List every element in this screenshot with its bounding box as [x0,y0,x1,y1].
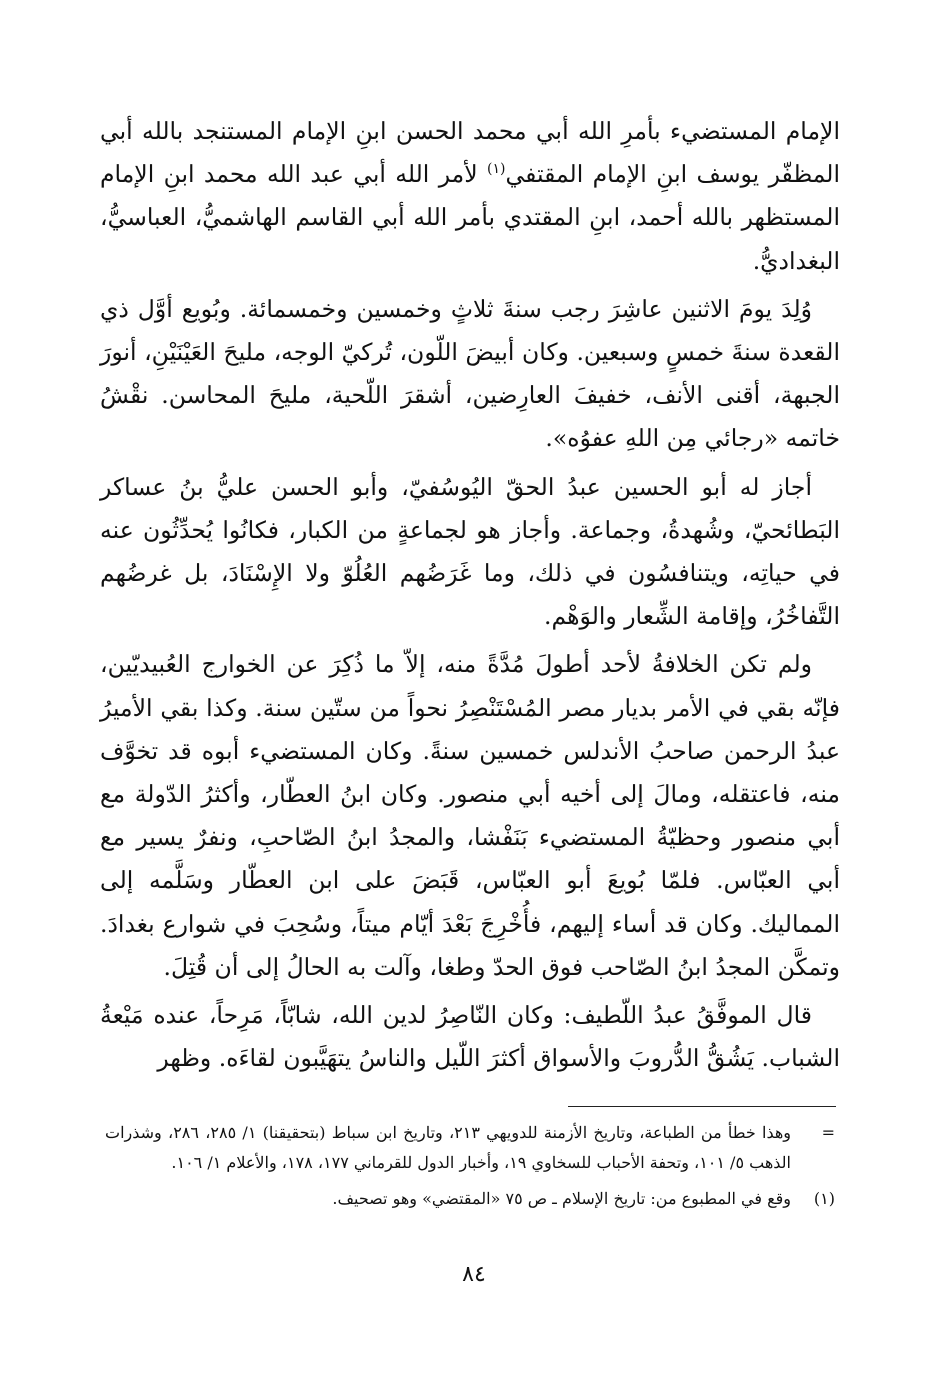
paragraph-1-part-1: الإمام المستضيء بأمرِ الله أبي محمد الحسن ابنِ الإمام المستنجد بالله أبي المظفّر يوسف ابنِ الإمام المقتفي [100,117,840,189]
paragraph-4: ولم تكن الخلافةُ لأحد أطولَ مُدَّةً منه، إلاّ ما ذُكِرَ عن الخوارج العُبيديّين، فإنّه بقي في الأمر بديار مصر المُسْتَنْصِرُ نحواً من ستّين سنة. وكذا بقي الأميرُ عبدُ الرحمن صاحبُ الأندلس خمسين سنةً. وكان المستضيء أبوه قد تخوَّف منه، فاعتقله، ومالَ إلى أخيه أبي منصور. وكان ابنُ العطّار، وأكثرُ الدّولة مع أبي منصور وحظيّةُ المستضيء بَنَفْشا، والمجدُ ابنُ الصّاحبِ، ونفرٌ يسير مع أبي العبّاس. فلمّا بُويعَ أبو العبّاس، قَبَضَ على ابن العطّار وسَلَّمه إلى المماليك. وكان قد أساء إليهم، فأُخْرِجَ بَعْدَ أيّام ميتاً، وسُحِبَ في شوارع بغدادَ. وتمكَّن المجدُ ابنُ الصّاحب فوق الحدّ وطغا، وآلت به الحالُ إلى أن قُتِلَ. [100,650,840,981]
paragraph-2: وُلِدَ يومَ الاثنين عاشِرَ رجب سنةَ ثلاثٍ وخمسين وخمسمائة. وبُويع أوَّل ذي القعدة سنةَ خمسٍ وسبعين. وكان أبيضَ اللّون، تُركيّ الوجه، مليحَ العَيْنَيْنِ، أنورَ الجبهة، أقنى الأنف، خفيفَ العارِضين، أشقرَ اللّحية، مليحَ المحاسن. نقْشُ خاتمه «رجائي مِن اللهِ عفوُه». [100,294,840,453]
footnote-reference: (١) [487,161,506,178]
footnote-marker: = [821,1123,835,1142]
footnotes-block [105,1118,835,1220]
footnote-marker: (١) [813,1189,835,1208]
paragraph-1 [100,110,840,283]
footnote-text: وقع في المطبوع من: تاريخ الإسلام ـ ص ٧٥ «المقتضي» وهو تصحيف. [332,1189,791,1208]
main-text-block [100,110,840,1085]
footnote-text: وهذا خطأ من الطباعة، وتاريخ الأزمنة للدويهي ٢١٣، وتاريخ ابن سباط (بتحقيقنا) ١/ ٢٨٥، ٢٨٦، وشذرات الذهب ٥/ ١٠١، وتحفة الأحباب للسخاوي ١٩، وأخبار الدول للقرماني ١٧٧، ١٧٨، والأعلام ١/ ١٠٦. [105,1123,792,1172]
page-number: ٨٤ [462,1262,486,1287]
paragraph-3: أجاز له أبو الحسين عبدُ الحقّ اليُوسُفيّ، وأبو الحسن عليُّ بنُ عساكر البَطائحيّ، وشُهدةُ، وجماعة. وأجاز هو لجماعةٍ من الكبار، فكانُوا يُحدِّثُون عنه في حياتِه، ويتنافسُون في ذلك، وما غَرَضُهم العُلُوّ ولا الإِسْنَادَ، بل غرضُهم التَّفاخُرُ، وإقامة الشِّعار والوَهْم. [100,472,840,631]
paragraph-1-part-2: لأمر الله أبي عبد الله محمد ابنِ الإمام المستظهر بالله أحمد، ابنِ المقتدي بأمر الله أبي القاسم الهاشميُّ، العباسيُّ، البغداديُّ. [100,160,840,275]
footnote-1 [105,1184,835,1214]
footnote-continued [105,1118,835,1178]
paragraph-5: قال الموفَّقُ عبدُ اللّطيف: وكان النّاصِرُ لدين الله، شابّاً، مَرِحاً، عنده مَيْعةُ الشباب. يَشُقُّ الدُّروبَ والأسواق أكثرَ اللّيل والناسُ يتهَيَّبون لقاءَه. وظهر [100,1001,840,1073]
footnote-divider [568,1106,836,1107]
